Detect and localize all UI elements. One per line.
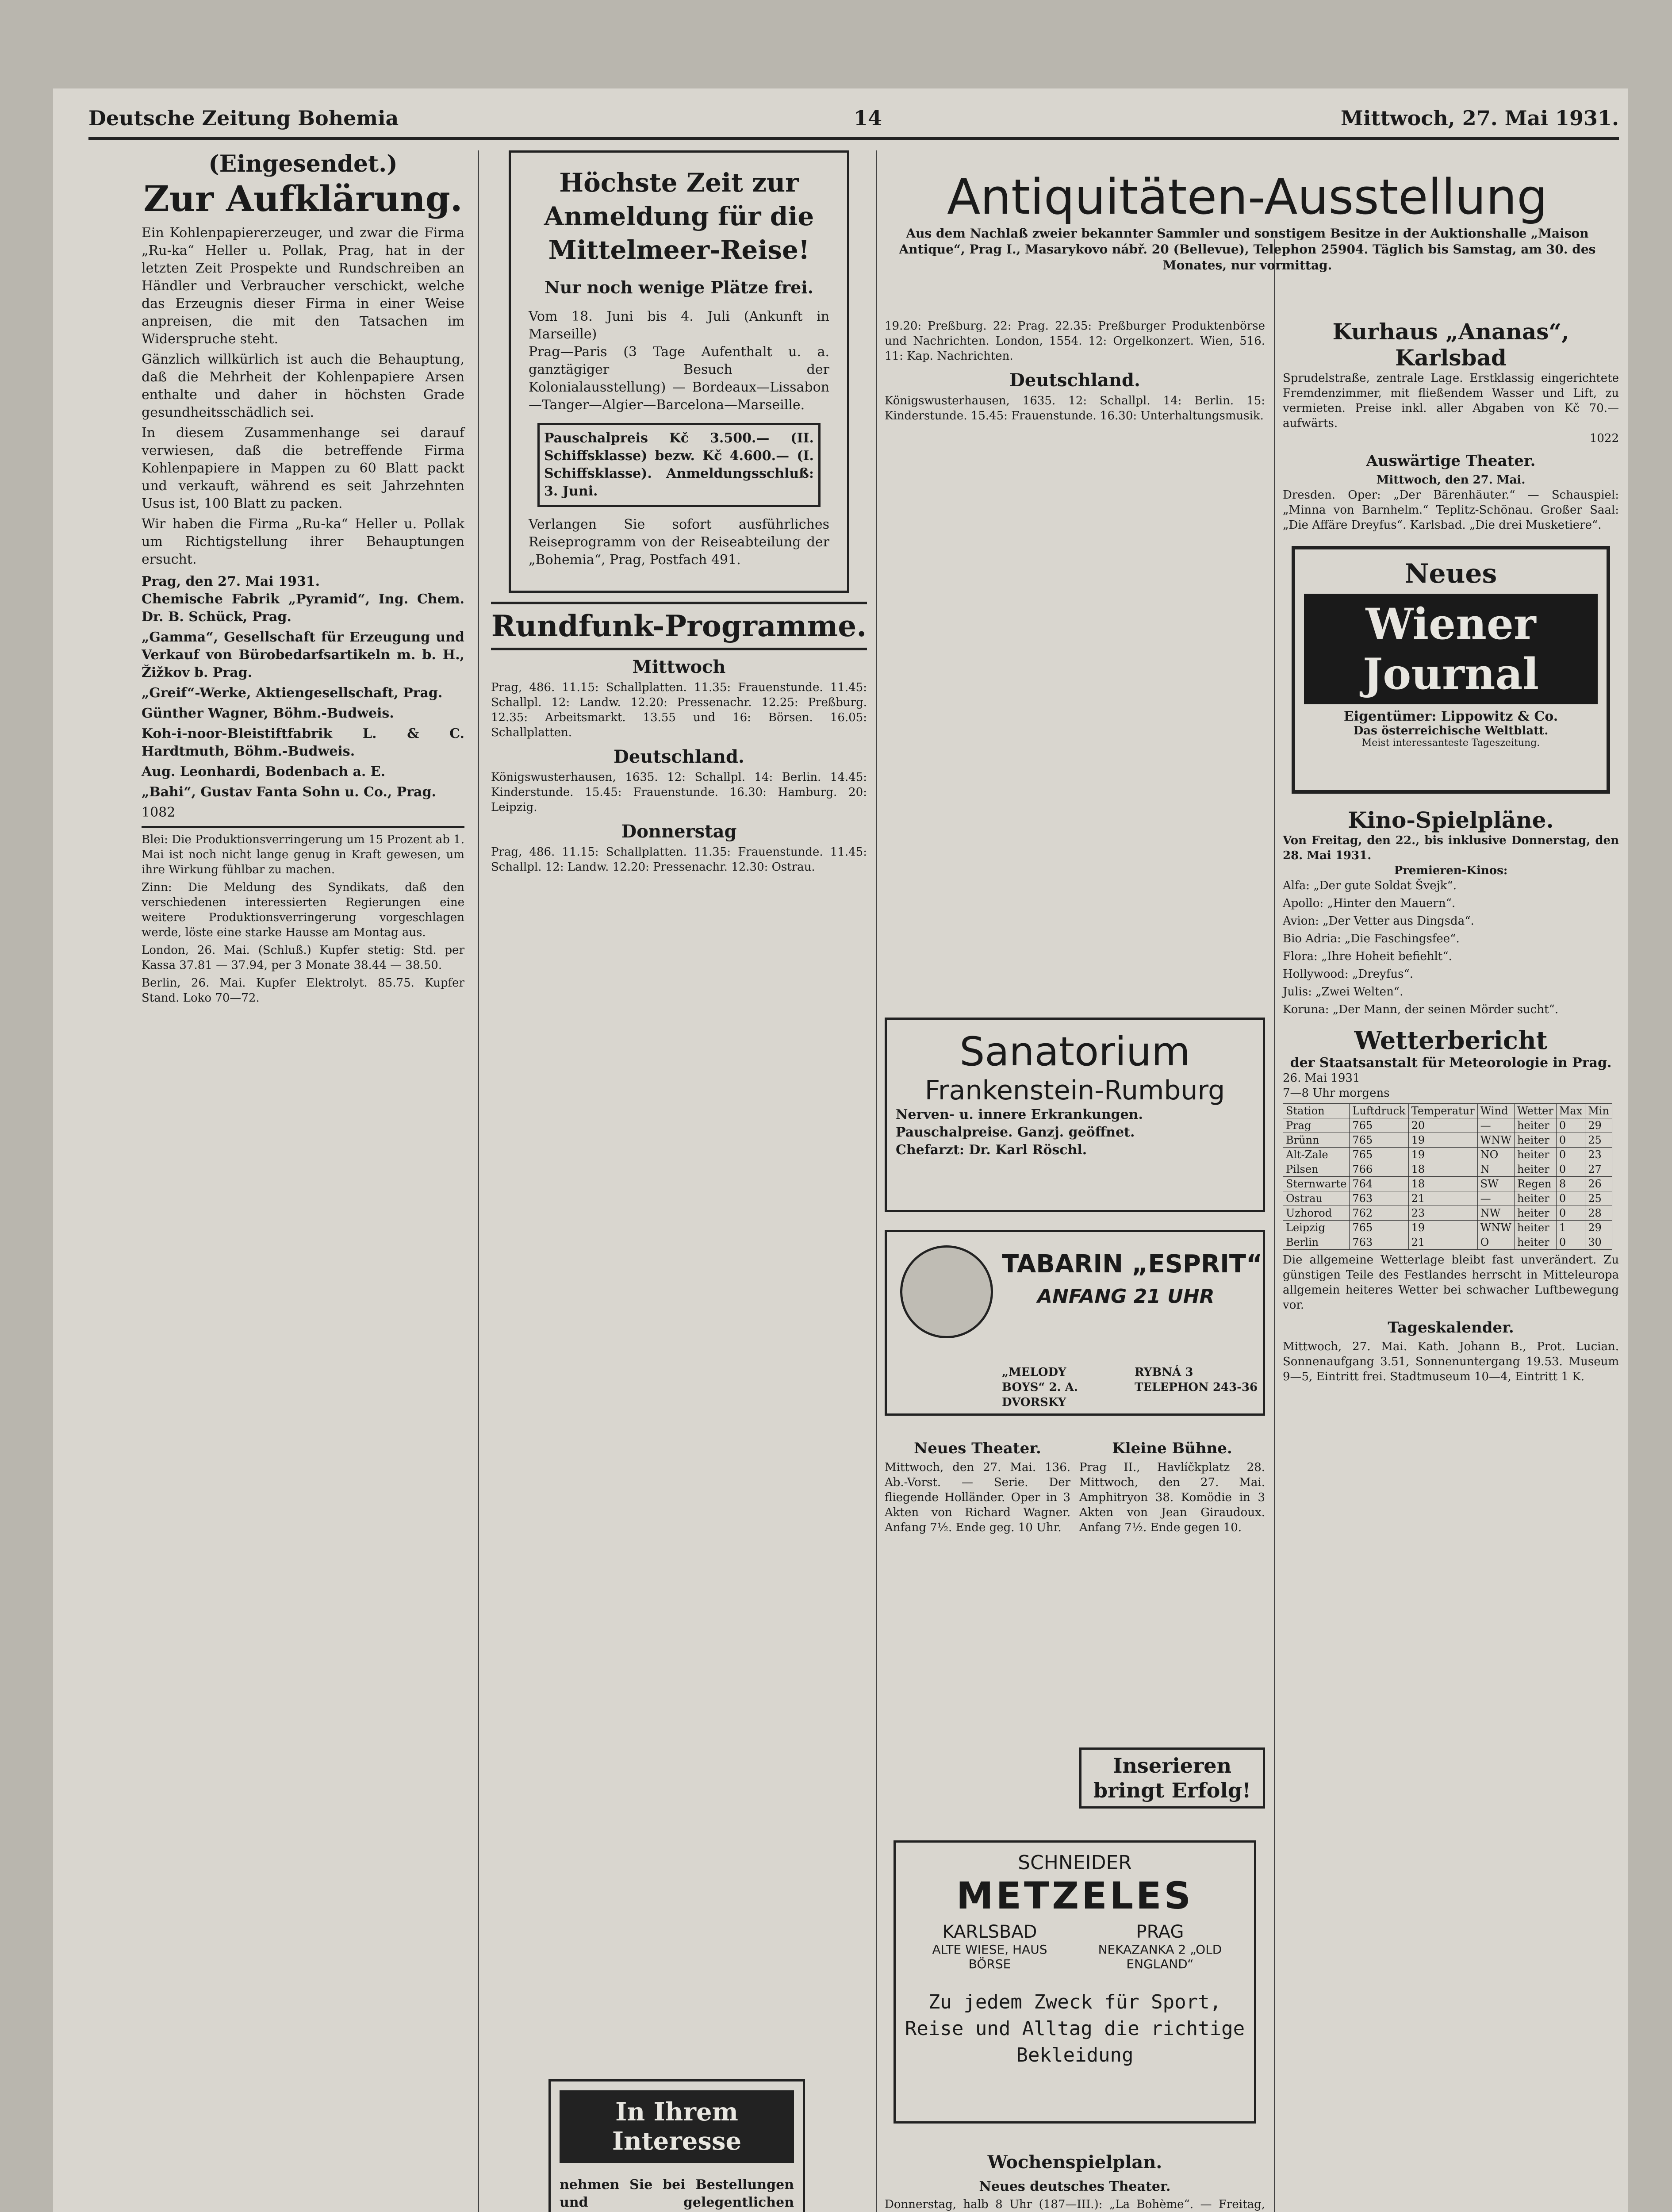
table-cell: heiter: [1514, 1133, 1556, 1148]
ad-text: Nerven- u. innere Erkrankungen.: [896, 1107, 1143, 1122]
location-karlsbad: [913, 1922, 1066, 1971]
address: NEKAZANKA 2 „OLD ENGLAND“: [1098, 1942, 1222, 1971]
table-cell: 766: [1350, 1162, 1408, 1177]
ad-text: Meist interessanteste Tageszeitung.: [1361, 737, 1540, 749]
address: ALTE WIESE, HAUS BÖRSE: [932, 1942, 1047, 1971]
restaurant-logo: [900, 1245, 993, 1338]
ad-title: TABARIN „ESPRIT“: [1002, 1250, 1262, 1279]
region-heading: Deutschland.: [1009, 370, 1140, 391]
table-cell: 765: [1350, 1133, 1408, 1148]
article-title: Zur Aufklärung.: [143, 178, 463, 219]
paragraph: Ein Kohlenpapiererzeuger, und zwar die Firma „Ru-ka“ Heller u. Pollak, Prag, hat in der letzten Zeit Prospekte und Rundschreiben an Händler und Verbraucher verschickt, welche das Erzeugnis dieser Firma in einer Weise anpreisen, die mit den Tatsachen im Widerspruche steht.: [142, 225, 464, 347]
section-title: Wochenspielplan.: [987, 2152, 1162, 2173]
signatory: Aug. Leonhardi, Bodenbach a. E.: [142, 764, 386, 780]
theatre-title: Neues Theater.: [914, 1440, 1041, 1457]
metzeles-ad: [894, 1840, 1256, 2124]
day-heading: Donnerstag: [621, 821, 737, 842]
calendar-text: Mittwoch, 27. Mai. Kath. Johann B., Prot. Lucian. Sonnenaufgang 3.51, Sonnenuntergang 19.53. Museum 9—5, Eintritt frei. Stadtmuseum 10—4, Eintritt 1 K.: [1283, 1340, 1619, 1383]
table-cell: 21: [1408, 1235, 1477, 1250]
region-heading: Deutschland.: [614, 746, 744, 767]
table-cell: 0: [1556, 1235, 1585, 1250]
table-cell: 8: [1556, 1177, 1585, 1191]
table-row: [1283, 1177, 1612, 1191]
list-item: Koruna: „Der Mann, der seinen Mörder sucht“.: [1283, 1003, 1559, 1016]
table-cell: 25: [1585, 1133, 1612, 1148]
radio-listing: Prag, 486. 11.15: Schallplatten. 11.35: Frauenstunde. 11.45: Schallpl. 12: Landw. 12.20: Pressenachr. 12.30: Ostrau.: [491, 845, 867, 874]
table-row: [1283, 1191, 1612, 1206]
ad-owner: Eigentümer: Lippowitz & Co.: [1343, 709, 1558, 724]
table-cell: —: [1477, 1118, 1514, 1133]
signatories: [142, 591, 464, 801]
ad-subtitle: Das österreichische Weltblatt.: [1353, 724, 1549, 737]
section-date: Mittwoch, den 27. Mai.: [1376, 473, 1526, 487]
ad-name: Frankenstein-Rumburg: [924, 1075, 1225, 1106]
table-cell: 20: [1408, 1118, 1477, 1133]
table-row: [1283, 1148, 1612, 1162]
table-body: [1283, 1118, 1612, 1250]
column-divider: [478, 150, 479, 2212]
table-cell: O: [1477, 1235, 1514, 1250]
theatre-title: Neues deutsches Theater.: [979, 2179, 1171, 2194]
ad-text: „MELODY BOYS“ 2. A. DVORSKY: [1002, 1366, 1078, 1409]
table-cell: —: [1477, 1191, 1514, 1206]
table-cell: 19: [1408, 1133, 1477, 1148]
table-cell: 23: [1585, 1148, 1612, 1162]
table-cell: heiter: [1514, 1206, 1556, 1221]
column-header: Wetter: [1514, 1104, 1556, 1118]
paper-name: Deutsche Zeitung Bohemia: [88, 106, 399, 130]
table-cell: 0: [1556, 1191, 1585, 1206]
table-cell: heiter: [1514, 1221, 1556, 1235]
cinema-list: [1283, 878, 1619, 1017]
table-cell: WNW: [1477, 1133, 1514, 1148]
table-cell: heiter: [1514, 1148, 1556, 1162]
antique-ad: [885, 168, 1610, 273]
table-cell: 21: [1408, 1191, 1477, 1206]
radio-listing: Königswusterhausen, 1635. 12: Schallpl. 14: Berlin. 14.45: Kinderstunde. 15.45: Frauenstunde. 16.30: Hamburg. 20: Leipzig.: [491, 771, 867, 814]
table-cell: Berlin: [1283, 1235, 1350, 1250]
weather-title: Wetterbericht: [1354, 1026, 1548, 1055]
list-item: Bio Adria: „Die Faschingsfee“.: [1283, 932, 1460, 945]
page-number: 14: [854, 106, 882, 130]
list-item: Avion: „Der Vetter aus Dingsda“.: [1283, 914, 1474, 928]
market-report: [142, 832, 464, 1006]
subsection-title: Premieren-Kinos:: [1394, 864, 1508, 877]
weather-time: 7—8 Uhr morgens: [1283, 1087, 1390, 1100]
location-prag: [1083, 1922, 1237, 1971]
table-cell: 28: [1585, 1206, 1612, 1221]
kicker: (Eingesendet.): [208, 150, 398, 177]
column-header: Max: [1556, 1104, 1585, 1118]
radio-listing: Prag, 486. 11.15: Schallplatten. 11.35: Frauenstunde. 11.45: Schallpl. 12: Landw. 12.20: Pressenachr. 12.25: Preßburg. 12.35: Arbeitsmarkt. 13.55 und 16: Börsen. 16.05: Schallplatten.: [491, 681, 867, 739]
column-header: Temperatur: [1408, 1104, 1477, 1118]
ad-text: Pauschalpreise. Ganzj. geöffnet.: [896, 1125, 1135, 1140]
paragraph: London, 26. Mai. (Schluß.) Kupfer stetig: Std. per Kassa 37.81 — 37.94, per 3 Monate 38.44 — 38.50.: [142, 944, 464, 972]
column-divider: [1274, 239, 1275, 2212]
table-cell: heiter: [1514, 1235, 1556, 1250]
paragraph: Wir haben die Firma „Ru-ka“ Heller u. Pollak um Richtigstellung ihrer Behauptungen ersucht.: [142, 516, 464, 567]
table-cell: NW: [1477, 1206, 1514, 1221]
table-row: [1283, 1133, 1612, 1148]
table-cell: 23: [1408, 1206, 1477, 1221]
ad-title: Antiquitäten-Ausstellung: [947, 169, 1548, 225]
column-header: Min: [1585, 1104, 1612, 1118]
table-cell: 19: [1408, 1148, 1477, 1162]
table-cell: Pilsen: [1283, 1162, 1350, 1177]
signatory: „Bahi“, Gustav Fanta Sohn u. Co., Prag.: [142, 784, 436, 800]
table-cell: 25: [1585, 1191, 1612, 1206]
table-cell: 765: [1350, 1221, 1408, 1235]
weekly-schedule: [885, 2146, 1265, 2212]
table-cell: 30: [1585, 1235, 1612, 1250]
table-cell: WNW: [1477, 1221, 1514, 1235]
section-date: Von Freitag, den 22., bis inklusive Donnerstag, den 28. Mai 1931.: [1283, 834, 1619, 862]
table-cell: SW: [1477, 1177, 1514, 1191]
ad-number: 1082: [142, 805, 176, 820]
table-cell: Regen: [1514, 1177, 1556, 1191]
column-header: Luftdruck: [1350, 1104, 1408, 1118]
signatory: „Gamma“, Gesellschaft für Erzeugung und Verkauf von Bürobedarfsartikeln m. b. H., Žižkov b. Prag.: [142, 630, 464, 680]
ad-price: Pauschalpreis Kč 3.500.— (II. Schiffsklasse) bezw. Kč 4.600.— (I. Schiffsklasse). Anmeldungsschluß: 3. Juni.: [537, 423, 821, 507]
table-cell: 26: [1585, 1177, 1612, 1191]
radio-listing: Königswusterhausen, 1635. 12: Schallpl. 14: Berlin. 15: Kinderstunde. 15.45: Frauenstunde. 16.30: Unterhaltungsmusik.: [885, 394, 1265, 422]
signatory: Chemische Fabrik „Pyramid“, Ing. Chem. Dr. B. Schück, Prag.: [142, 591, 464, 625]
ad-kicker: Neues: [1404, 558, 1497, 589]
table-cell: Leipzig: [1283, 1221, 1350, 1235]
table-cell: 765: [1350, 1118, 1408, 1133]
issue-date: Mittwoch, 27. Mai 1931.: [1341, 106, 1619, 130]
ad-title: Sanatorium: [959, 1029, 1190, 1075]
weather-date: 26. Mai 1931: [1283, 1071, 1360, 1085]
mediterranean-trip-ad: [509, 150, 849, 593]
table-row: [1283, 1235, 1612, 1250]
signatory: Koh-i-noor-Bleistiftfabrik L. & C. Hardtmuth, Böhm.-Budweis.: [142, 726, 464, 759]
list-item: Alfa: „Der gute Soldat Švejk“.: [1283, 879, 1457, 892]
radio-listing: 19.20: Preßburg. 22: Prag. 22.35: Preßburger Produktenbörse und Nachrichten. London, 1554. 12: Orgelkonzert. Wien, 516. 11: Kap. Nachrichten.: [885, 319, 1265, 363]
paragraph: Blei: Die Produktionsverringerung um 15 Prozent ab 1. Mai ist noch nicht lange genug in Kraft gewesen, um ihre Wirkung fühlbar zu machen.: [142, 833, 464, 876]
theatre-text: Mittwoch, den 27. Mai. 136. Ab.-Vorst. — Serie. Der fliegende Holländer. Oper in 3 Akten von Richard Wagner. Anfang 7½. Ende geg. 10 Uhr.: [885, 1461, 1070, 1534]
theatre-listing: [885, 1433, 1070, 1535]
table-cell: Prag: [1283, 1118, 1350, 1133]
table-cell: NO: [1477, 1148, 1514, 1162]
tabarin-ad: [885, 1230, 1265, 1416]
ad-title: In Ihrem Interesse: [560, 2090, 794, 2163]
table-row: [1283, 1162, 1612, 1177]
table-cell: Alt-Zale: [1283, 1148, 1350, 1162]
dateline: Prag, den 27. Mai 1931.: [142, 574, 320, 589]
ad-subtitle: Nur noch wenige Plätze frei.: [545, 277, 813, 297]
table-cell: 0: [1556, 1148, 1585, 1162]
table-cell: 29: [1585, 1118, 1612, 1133]
table-cell: 763: [1350, 1235, 1408, 1250]
table-cell: heiter: [1514, 1191, 1556, 1206]
radio-section-title: Rundfunk-Programme.: [491, 602, 867, 650]
theatre-text: Prag II., Havlíčkplatz 28. Mittwoch, den 27. Mai. Amphitryon 38. Komödie in 3 Akten von Jean Giraudoux. Anfang 7½. Ende gegen 10.: [1079, 1461, 1265, 1534]
paragraph: Zinn: Die Meldung des Syndikats, daß den verschiedenen interessierten Regierungen eine weitere Produktionsverringerung vorgeschlagen werde, löste eine starke Hausse am Montag aus.: [142, 881, 464, 939]
ad-footer: Verlangen Sie sofort ausführliches Reiseprogramm von der Reiseabteilung der „Bohemia“, Prag, Postfach 491.: [529, 517, 829, 568]
list-item: Hollywood: „Dreyfus“.: [1283, 968, 1413, 981]
column-3: [885, 319, 1265, 2211]
list-item: Flora: „Ihre Hoheit befiehlt“.: [1283, 950, 1452, 963]
table-cell: Brünn: [1283, 1133, 1350, 1148]
table-cell: 18: [1408, 1162, 1477, 1177]
table-row: [1283, 1118, 1612, 1133]
ad-subtitle: ANFANG 21 UHR: [1037, 1285, 1215, 1308]
ad-text: Aus dem Nachlaß zweier bekannter Sammler und sonstigem Besitze in der Auktionshalle „Maison Antique“, Prag I., Masarykovo nábř. 20 (Bellevue), Telephon 25904. Täglich bis Samstag, am 30. des Monates, nur vormittag.: [899, 226, 1596, 273]
table-cell: Uzhorod: [1283, 1206, 1350, 1221]
ad-brand: SCHNEIDER: [1018, 1851, 1132, 1874]
header-rule: [88, 137, 1619, 140]
table-cell: 1: [1556, 1221, 1585, 1235]
table-cell: 0: [1556, 1133, 1585, 1148]
list-item: Julis: „Zwei Welten“.: [1283, 985, 1404, 998]
column-1: [142, 150, 464, 1008]
column-header: Wind: [1477, 1104, 1514, 1118]
ad-title: METZELES: [956, 1874, 1193, 1917]
table-cell: 764: [1350, 1177, 1408, 1191]
ad-number: 1022: [1589, 432, 1619, 445]
table-cell: heiter: [1514, 1118, 1556, 1133]
theatre-listing: [1079, 1433, 1265, 1809]
column-4: [1283, 319, 1619, 1384]
table-cell: 0: [1556, 1206, 1585, 1221]
weather-table: [1283, 1103, 1612, 1250]
table-cell: 18: [1408, 1177, 1477, 1191]
list-item: Apollo: „Hinter den Mauern“.: [1283, 897, 1456, 910]
ad-title: Höchste Zeit zur Anmeldung für die Mittelmeer-Reise!: [544, 168, 814, 265]
city-name: PRAG: [1136, 1922, 1184, 1942]
table-cell: 765: [1350, 1148, 1408, 1162]
ad-slogan: Zu jedem Zweck für Sport, Reise und Alltag die richtige Bekleidung: [905, 1991, 1245, 2066]
weather-forecast: Die allgemeine Wetterlage bleibt fast unverändert. Zu günstigen Teile des Festlandes herrscht in Mitteleuropa allgemein heiteres Wetter bei schwacher Luftbewegung vor.: [1283, 1253, 1619, 1312]
kurhaus-text: Sprudelstraße, zentrale Lage. Erstklassig eingerichtete Fremdenzimmer, mit fließendem Wasser und Lift, zu vermieten. Preise inkl. aller Abgaben von Kč 70.— aufwärts.: [1283, 372, 1619, 430]
city-name: KARLSBAD: [942, 1922, 1037, 1942]
signatory: „Greif“-Werke, Aktiengesellschaft, Prag.: [142, 685, 443, 701]
paragraph: Gänzlich willkürlich ist auch die Behauptung, daß die Mehrheit der Kohlenpapiere Arsen enthalte und daher in höchsten Grade gesundheitsschädlich sei.: [142, 352, 464, 420]
table-cell: Ostrau: [1283, 1191, 1350, 1206]
table-cell: N: [1477, 1162, 1514, 1177]
paragraph: In diesem Zusammenhange sei darauf verwiesen, daß die betreffende Firma Kohlenpapiere in Mappen zu 60 Blatt packt und verkauft, während es seit Jahrzehnten Usus ist, 100 Blatt zu packen.: [142, 425, 464, 511]
article-body: [142, 224, 464, 568]
table-row: [1283, 1206, 1612, 1221]
theatre-text: Dresden. Oper: „Der Bärenhäuter.“ — Schauspiel: „Minna von Barnhelm.“ Teplitz-Schönau. Großer Saal: „Die Affäre Dreyfus“. Karlsbad. „Die drei Musketiere“.: [1283, 488, 1619, 532]
section-title: Auswärtige Theater.: [1366, 452, 1536, 470]
column-divider: [876, 150, 877, 2212]
ad-text: Chefarzt: Dr. Karl Röschl.: [896, 1142, 1087, 1158]
sanatorium-ad: [885, 1018, 1265, 1212]
ad-dates: Vom 18. Juni bis 4. Juli (Ankunft in Marseille): [529, 309, 829, 342]
table-header-row: [1283, 1104, 1612, 1118]
ad-text: nehmen Sie bei Bestellungen und gelegentlichen: [560, 2177, 794, 2210]
page-header: [88, 106, 1619, 133]
section-title: Kino-Spielpläne.: [1348, 807, 1554, 833]
theatre-title: Kleine Bühne.: [1112, 1440, 1232, 1457]
column-header: Station: [1283, 1104, 1350, 1118]
table-cell: 19: [1408, 1221, 1477, 1235]
table-cell: 0: [1556, 1118, 1585, 1133]
table-cell: Sternwarte: [1283, 1177, 1350, 1191]
section-rule: [142, 826, 464, 828]
table-cell: 0: [1556, 1162, 1585, 1177]
table-cell: 762: [1350, 1206, 1408, 1221]
ad-locations: [905, 1922, 1245, 1971]
table-cell: heiter: [1514, 1162, 1556, 1177]
paragraph: Berlin, 26. Mai. Kupfer Elektrolyt. 85.75. Kupfer Stand. Loko 70—72.: [142, 976, 464, 1005]
ad-title: Wiener Journal: [1304, 594, 1598, 704]
schedule-text: Donnerstag, halb 8 Uhr (187—III.): „La Bohème“. — Freitag,: [885, 2198, 1265, 2211]
ad-text: RYBNÁ 3 TELEPHON 243-36: [1135, 1366, 1258, 1394]
table-cell: 27: [1585, 1162, 1612, 1177]
interest-ad: [548, 2079, 805, 2212]
insert-ad: Inserieren bringt Erfolg!: [1079, 1747, 1265, 1809]
section-title: Tageskalender.: [1388, 1319, 1514, 1336]
signatory: Günther Wagner, Böhm.-Budweis.: [142, 706, 394, 721]
wiener-journal-ad: [1292, 546, 1610, 794]
day-heading: Mittwoch: [632, 657, 726, 677]
table-cell: 763: [1350, 1191, 1408, 1206]
table-row: [1283, 1221, 1612, 1235]
weather-subtitle: der Staatsanstalt für Meteorologie in Prag.: [1290, 1055, 1612, 1071]
kurhaus-title: Kurhaus „Ananas“, Karlsbad: [1332, 319, 1569, 371]
ad-route: Prag—Paris (3 Tage Aufenthalt u. a. ganztägiger Besuch der Kolonialausstellung) — Bordeaux—Lissabon—Tanger—Algier—Barcelona—Marseille.: [529, 344, 829, 413]
table-cell: 29: [1585, 1221, 1612, 1235]
column-2: [491, 150, 867, 2210]
